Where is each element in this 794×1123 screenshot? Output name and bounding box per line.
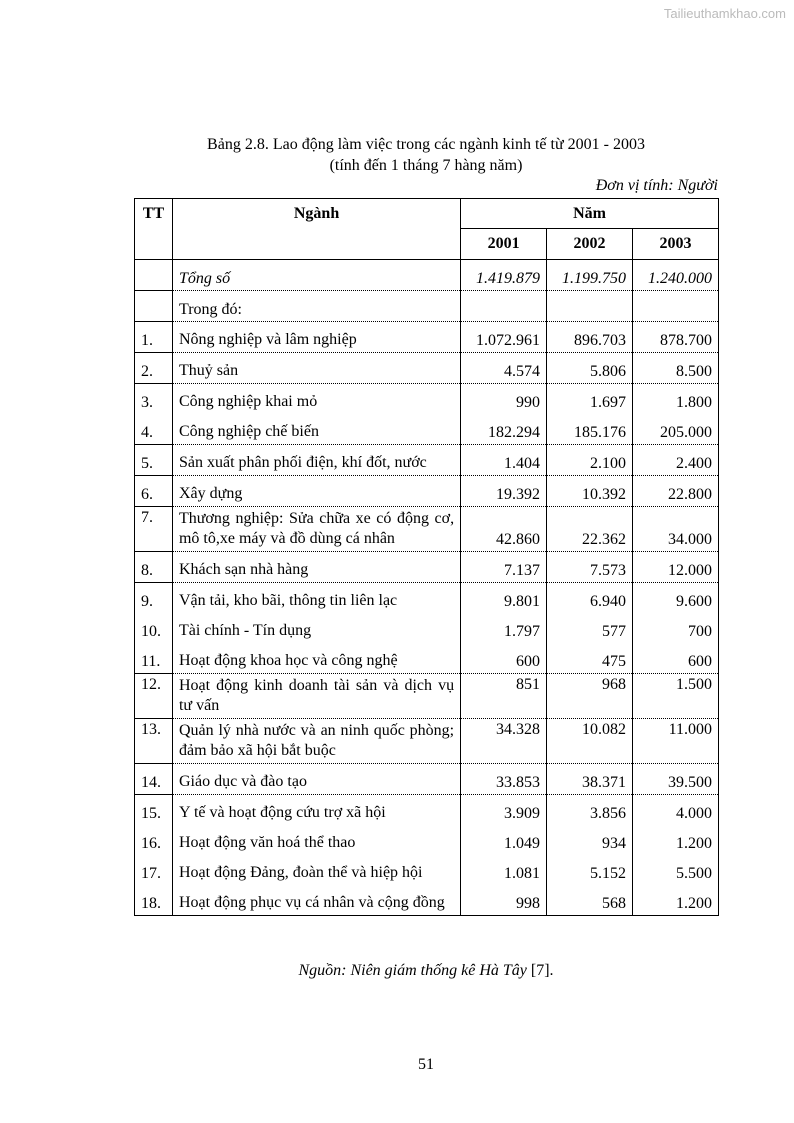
- row-value: 3.909: [461, 795, 547, 826]
- row-value: 33.853: [461, 764, 547, 795]
- row-value: 2.400: [633, 445, 719, 476]
- row-tt: 12.: [135, 674, 173, 719]
- row-value: 1.797: [461, 613, 547, 643]
- row-name: Công nghiệp chế biến: [172, 414, 460, 445]
- source-text: Nguồn: Niên giám thống kê Hà Tây: [298, 962, 527, 979]
- row-tt: 4.: [135, 414, 173, 445]
- row-value: 39.500: [633, 764, 719, 795]
- row-value: 34.328: [461, 719, 547, 764]
- row-value: 12.000: [633, 552, 719, 583]
- table-row: [135, 583, 719, 614]
- row-value: 22.362: [547, 507, 633, 552]
- row-name: Quản lý nhà nước và an ninh quốc phòng; đảm bảo xã hội bắt buộc: [172, 719, 460, 764]
- row-value: 42.860: [461, 507, 547, 552]
- row-name: Tài chính - Tín dụng: [172, 613, 460, 643]
- row-name: Sản xuất phân phối điện, khí đốt, nước: [172, 445, 460, 476]
- row-value: 1.697: [547, 384, 633, 415]
- table-subtitle: (tính đến 1 tháng 7 hàng năm): [329, 157, 523, 174]
- row-tt: 5.: [135, 445, 173, 476]
- row-value: 182.294: [461, 414, 547, 445]
- row-value: 990: [461, 384, 547, 415]
- row-tt: 13.: [135, 719, 173, 764]
- header-year: 2001: [461, 229, 547, 260]
- row-value: 6.940: [547, 583, 633, 614]
- row-value: 5.152: [547, 855, 633, 885]
- row-name: Vận tải, kho bãi, thông tin liên lạc: [172, 583, 460, 614]
- source-note: [0, 962, 794, 980]
- row-value: 10.082: [547, 719, 633, 764]
- total-label: Tổng số: [172, 260, 460, 291]
- row-name: Hoạt động văn hoá thể thao: [172, 825, 460, 855]
- header-year: 2002: [547, 229, 633, 260]
- row-name: Hoạt động Đảng, đoàn thể và hiệp hội: [172, 855, 460, 885]
- subheading: Trong đó:: [172, 291, 460, 322]
- header-year: 2003: [633, 229, 719, 260]
- table-row: [135, 445, 719, 476]
- table-row: [135, 825, 719, 855]
- row-value: 878.700: [633, 322, 719, 353]
- row-value: 34.000: [633, 507, 719, 552]
- subheading-row: [135, 291, 719, 322]
- row-value: 5.806: [547, 353, 633, 384]
- table-row: [135, 855, 719, 885]
- source-ref: [7].: [526, 962, 554, 979]
- row-value: 8.500: [633, 353, 719, 384]
- table-row: [135, 885, 719, 916]
- row-value: 934: [547, 825, 633, 855]
- table-row: [135, 719, 719, 764]
- row-tt: 7.: [135, 507, 173, 552]
- row-tt: 15.: [135, 795, 173, 826]
- row-value: 968: [547, 674, 633, 719]
- row-tt: 8.: [135, 552, 173, 583]
- table-row: [135, 613, 719, 643]
- row-value: 9.801: [461, 583, 547, 614]
- table-row: [135, 764, 719, 795]
- row-tt: 18.: [135, 885, 173, 916]
- row-value: 2.100: [547, 445, 633, 476]
- header-nganh: Ngành: [172, 199, 460, 260]
- row-name: Nông nghiệp và lâm nghiệp: [172, 322, 460, 353]
- table-row: [135, 795, 719, 826]
- row-value: 896.703: [547, 322, 633, 353]
- cell: 1.199.750: [547, 260, 633, 291]
- row-value: 4.000: [633, 795, 719, 826]
- row-value: 7.573: [547, 552, 633, 583]
- row-value: 9.600: [633, 583, 719, 614]
- row-value: 10.392: [547, 476, 633, 507]
- table-row: [135, 507, 719, 552]
- row-name: Hoạt động khoa học và công nghệ: [172, 643, 460, 674]
- row-name: Hoạt động kinh doanh tài sản và dịch vụ tư vấn: [172, 674, 460, 719]
- row-tt: 3.: [135, 384, 173, 415]
- row-name: Thương nghiệp: Sửa chữa xe có động cơ, mô tô,xe máy và đồ dùng cá nhân: [172, 507, 460, 552]
- row-tt: 10.: [135, 613, 173, 643]
- row-name: Giáo dục và đào tạo: [172, 764, 460, 795]
- row-tt: 6.: [135, 476, 173, 507]
- row-value: 3.856: [547, 795, 633, 826]
- data-table: [134, 198, 719, 916]
- row-name: Công nghiệp khai mỏ: [172, 384, 460, 415]
- row-value: 1.081: [461, 855, 547, 885]
- row-name: Thuỷ sản: [172, 353, 460, 384]
- table-row: [135, 476, 719, 507]
- row-value: 185.176: [547, 414, 633, 445]
- row-value: 38.371: [547, 764, 633, 795]
- row-name: Hoạt động phục vụ cá nhân và cộng đồng: [172, 885, 460, 916]
- row-value: 600: [461, 643, 547, 674]
- row-value: 1.500: [633, 674, 719, 719]
- row-value: 22.800: [633, 476, 719, 507]
- row-tt: 11.: [135, 643, 173, 674]
- table-row: [135, 353, 719, 384]
- row-value: 600: [633, 643, 719, 674]
- page-number: 51: [418, 1056, 434, 1073]
- row-value: 5.500: [633, 855, 719, 885]
- table-row: [135, 674, 719, 719]
- row-value: 998: [461, 885, 547, 916]
- row-value: 700: [633, 613, 719, 643]
- table-row: [135, 322, 719, 353]
- total-row: [135, 260, 719, 291]
- row-name: Y tế và hoạt động cứu trợ xã hội: [172, 795, 460, 826]
- row-tt: 14.: [135, 764, 173, 795]
- row-tt: 9.: [135, 583, 173, 614]
- row-value: 1.200: [633, 885, 719, 916]
- row-name: Xây dựng: [172, 476, 460, 507]
- row-value: 568: [547, 885, 633, 916]
- unit-label: Đơn vị tính: Người: [595, 177, 718, 194]
- table-title: Bảng 2.8. Lao động làm việc trong các ngành kinh tế từ 2001 - 2003: [207, 136, 645, 153]
- row-value: 851: [461, 674, 547, 719]
- cell: 1.240.000: [633, 260, 719, 291]
- table-row: [135, 384, 719, 415]
- header-tt: TT: [135, 199, 173, 260]
- row-value: 205.000: [633, 414, 719, 445]
- row-tt: 17.: [135, 855, 173, 885]
- table-row: [135, 414, 719, 445]
- header-nam: Năm: [461, 199, 719, 229]
- row-value: 7.137: [461, 552, 547, 583]
- row-value: 1.404: [461, 445, 547, 476]
- row-tt: 1.: [135, 322, 173, 353]
- row-tt: 2.: [135, 353, 173, 384]
- table-row: [135, 552, 719, 583]
- watermark: Tailieuthamkhao.com: [663, 6, 786, 21]
- row-value: 1.049: [461, 825, 547, 855]
- row-value: 11.000: [633, 719, 719, 764]
- row-value: 19.392: [461, 476, 547, 507]
- row-tt: 16.: [135, 825, 173, 855]
- row-value: 577: [547, 613, 633, 643]
- row-value: 4.574: [461, 353, 547, 384]
- row-value: 1.200: [633, 825, 719, 855]
- row-name: Khách sạn nhà hàng: [172, 552, 460, 583]
- row-value: 1.800: [633, 384, 719, 415]
- table-row: [135, 643, 719, 674]
- row-value: 1.072.961: [461, 322, 547, 353]
- cell: 1.419.879: [461, 260, 547, 291]
- row-value: 475: [547, 643, 633, 674]
